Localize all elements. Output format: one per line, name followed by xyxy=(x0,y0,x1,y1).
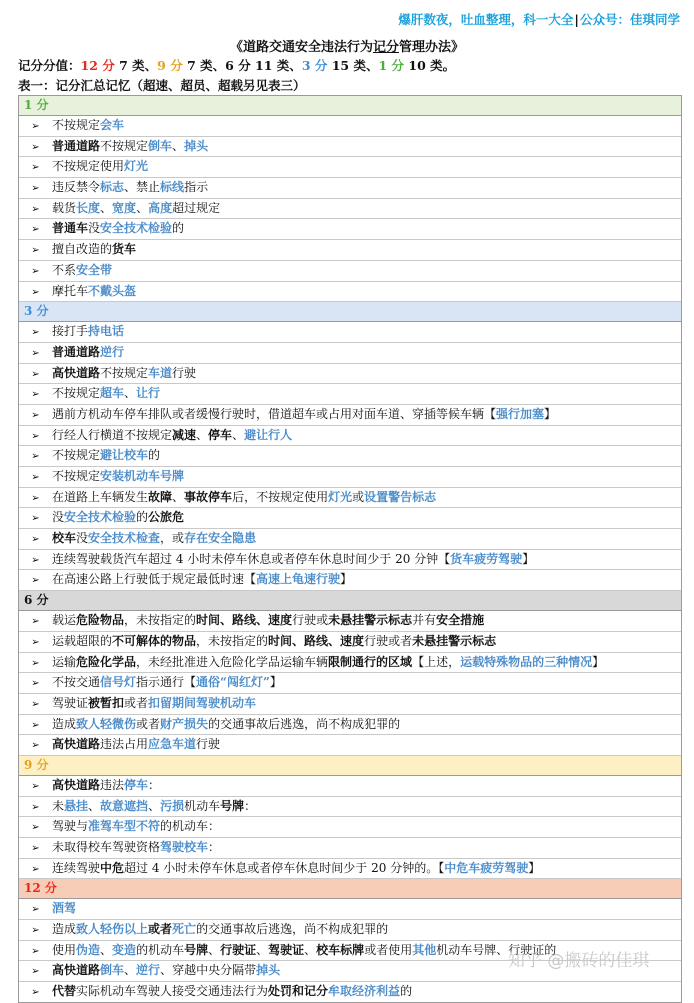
rule-text: 遇前方机动车停车排队或者缓慢行驶时，借道超车或占用对面车道、穿插等候车辆【 xyxy=(52,406,497,421)
keyword-text: 其他 xyxy=(412,942,437,957)
rule-text: 、 xyxy=(304,942,317,957)
rule-text: 、禁止 xyxy=(124,180,161,195)
rule-text: 不按规定 xyxy=(52,469,101,483)
score-count: 15 类、 xyxy=(327,58,379,73)
bold-text: 故障 xyxy=(148,489,173,504)
rule-row xyxy=(19,611,681,632)
rule-text: 或者 xyxy=(124,695,149,710)
rule-row xyxy=(19,920,681,941)
keyword-text: 持电话 xyxy=(88,324,125,339)
rule-text: ，未按指定的 xyxy=(124,613,197,628)
keyword-text: 故意遮挡 xyxy=(100,798,149,813)
rule-text: 】 xyxy=(544,406,557,421)
bold-text: 安全措施 xyxy=(436,613,485,628)
rule-row xyxy=(19,550,681,571)
section-header: 9 分 xyxy=(19,756,681,776)
rule-text: 没 xyxy=(52,510,65,525)
bold-text: 普通车 xyxy=(52,221,89,236)
score-label: 记分分值： xyxy=(18,58,81,73)
rule-text: 违法 xyxy=(100,777,125,792)
rule-text: 运输 xyxy=(52,654,77,669)
rule-text: 载货 xyxy=(52,200,77,215)
rule-text: 造成 xyxy=(52,716,77,731)
arrow-bullet-icon: ➢ xyxy=(31,534,40,546)
title-pre: 《道路交通安全违法行为 xyxy=(229,40,373,55)
rule-text: 机动车号牌、行驶证的 xyxy=(436,942,557,957)
rule-text: 】 xyxy=(522,551,535,566)
arrow-bullet-icon: ➢ xyxy=(31,203,40,215)
arrow-bullet-icon: ➢ xyxy=(31,121,40,132)
arrow-bullet-icon: ➢ xyxy=(31,286,40,298)
rule-text: ： xyxy=(208,840,221,854)
rule-text: ： xyxy=(148,777,161,792)
rule-text: ： xyxy=(244,798,257,813)
rule-text: ，未经批准进入危险化学品运输车辆 xyxy=(136,654,329,669)
rule-text: ，未按指定的 xyxy=(196,633,269,648)
keyword-text: 安全技术检验 xyxy=(100,221,173,236)
rule-text: 、 xyxy=(100,200,113,215)
rule-row xyxy=(19,322,681,343)
keyword-text: 安全技术检查 xyxy=(88,531,161,546)
keyword-text: 标志 xyxy=(100,180,125,195)
arrow-bullet-icon: ➢ xyxy=(31,698,40,710)
rule-text: 运载超限的 xyxy=(52,633,113,648)
bold-text: 号牌 xyxy=(220,798,245,813)
rule-text: 、 xyxy=(124,386,137,401)
arrow-bullet-icon: ➢ xyxy=(31,389,40,401)
arrow-bullet-icon: ➢ xyxy=(31,966,40,978)
score-items xyxy=(81,58,456,73)
rule-text: 造成 xyxy=(52,922,77,937)
title-underlined: 记分 xyxy=(372,40,399,55)
rule-text: 使用 xyxy=(52,942,77,957)
bold-text: 停车 xyxy=(208,427,233,442)
arrow-bullet-icon: ➢ xyxy=(31,430,40,442)
rule-text: 的 xyxy=(400,984,413,999)
rule-text: 在高速公路上行驶低于规定最低时速【 xyxy=(52,572,257,587)
rule-row xyxy=(19,405,681,426)
rule-text: 】 xyxy=(340,572,353,587)
bold-text: 高快道路 xyxy=(52,737,101,752)
arrow-bullet-icon: ➢ xyxy=(31,780,40,792)
arrow-bullet-icon: ➢ xyxy=(31,183,40,195)
title-post: 管理办法》 xyxy=(399,40,465,55)
score-count: 7 类、 xyxy=(182,58,226,73)
rule-text: 不按规定 xyxy=(52,118,101,132)
rule-row xyxy=(19,282,681,303)
rule-text: 】 xyxy=(592,654,605,669)
arrow-bullet-icon: ➢ xyxy=(31,616,40,628)
rule-text: 、 xyxy=(148,798,161,813)
bold-text: 公旅危 xyxy=(148,510,185,525)
bold-text: 事故停车 xyxy=(184,489,233,504)
rule-text: 超过规定 xyxy=(172,200,221,215)
rule-row xyxy=(19,178,681,199)
arrow-bullet-icon: ➢ xyxy=(31,451,40,463)
bold-text: 行驶证 xyxy=(220,942,257,957)
rule-text: 没 xyxy=(88,221,101,236)
arrow-bullet-icon: ➢ xyxy=(31,801,40,813)
rule-text: 、 xyxy=(88,798,101,813)
rule-row xyxy=(19,570,681,591)
rule-row xyxy=(19,240,681,261)
arrow-bullet-icon: ➢ xyxy=(31,719,40,731)
bold-text: 驾驶证 xyxy=(268,942,305,957)
rule-text: 指示通行【 xyxy=(136,675,197,690)
arrow-bullet-icon: ➢ xyxy=(31,162,40,174)
arrow-bullet-icon: ➢ xyxy=(31,472,40,483)
rule-text: 驾驶证 xyxy=(52,695,89,710)
watermark: 知乎 @搬砖的佳琪 xyxy=(508,951,650,971)
banner-separator: | xyxy=(574,12,579,27)
score-summary xyxy=(18,56,455,74)
keyword-text: 伪造 xyxy=(76,942,101,957)
rule-text: 的交通事故后逃逸，尚不构成犯罪的 xyxy=(196,922,389,937)
score-count: 10 类。 xyxy=(404,58,456,73)
keyword-text: 宽度 xyxy=(112,200,137,215)
bold-text: 不可解体的物品 xyxy=(112,633,197,648)
bold-text: 危险物品 xyxy=(76,613,125,628)
rule-text: 未取得校车驾驶资格 xyxy=(52,840,161,854)
table-subtitle: 表一：记分汇总记忆（超速、超员、超载另见表三） xyxy=(18,78,306,93)
score-value: 6 分 xyxy=(225,58,251,73)
keyword-text: 财产损失 xyxy=(160,716,209,731)
keyword-text: 致人轻伤以上 xyxy=(76,922,149,937)
keyword-text: 避让校车 xyxy=(100,448,149,463)
bold-text: 普通道路 xyxy=(52,344,101,359)
keyword-text: 设置警告标志 xyxy=(364,489,437,504)
keyword-text: 变造 xyxy=(112,942,137,957)
rule-row xyxy=(19,817,681,838)
keyword-text: 逆行 xyxy=(100,344,125,359)
rule-text: 或者 xyxy=(136,716,161,731)
keyword-text: 灯光 xyxy=(124,159,149,174)
keyword-text: 货车疲劳驾驶 xyxy=(450,551,523,566)
bold-text: 处罚和记分 xyxy=(268,984,329,999)
keyword-text: 不戴头盔 xyxy=(88,283,137,298)
points-table xyxy=(18,95,682,1003)
keyword-text: 倒车 xyxy=(100,963,125,978)
rule-text: 不按交通 xyxy=(52,675,101,690)
bold-text: 高快道路 xyxy=(52,963,101,978)
section-header: 1 分 xyxy=(19,96,681,116)
rule-text: 、 xyxy=(172,138,185,153)
rule-row xyxy=(19,384,681,405)
rule-row xyxy=(19,735,681,756)
rule-text: 行驶 xyxy=(172,365,197,380)
rule-row xyxy=(19,426,681,447)
section-header: 12 分 xyxy=(19,879,681,899)
arrow-bullet-icon: ➢ xyxy=(31,513,40,525)
rule-row xyxy=(19,838,681,859)
score-count: 11 类、 xyxy=(250,58,302,73)
rule-text: 、 xyxy=(196,427,209,442)
rule-row xyxy=(19,982,681,1002)
rule-text: 实际机动车驾驶人接受交通违法行为 xyxy=(76,984,269,999)
arrow-bullet-icon: ➢ xyxy=(31,327,40,339)
keyword-text: 信号灯 xyxy=(100,675,137,690)
bold-text: 被暂扣 xyxy=(88,695,125,710)
bold-text: 未悬挂警示标志 xyxy=(412,633,497,648)
rule-row xyxy=(19,673,681,694)
keyword-text: 驾驶校车 xyxy=(160,840,209,854)
keyword-text: 存在安全隐患 xyxy=(184,531,257,546)
score-value: 9 分 xyxy=(157,58,183,73)
rule-text: 连续驾驶载货汽车超过 4 小时未停车休息或者停车休息时间少于 20 分钟【 xyxy=(52,551,451,566)
keyword-text: 致人轻微伤 xyxy=(76,716,137,731)
rule-text: 摩托车 xyxy=(52,283,89,298)
rule-text: 的交通事故后逃逸，尚不构成犯罪的 xyxy=(208,716,401,731)
keyword-text: 扣留期间驾驶机动车 xyxy=(148,695,257,710)
rule-row xyxy=(19,364,681,385)
rule-text: 的机动车： xyxy=(160,819,221,834)
rule-text: 不按规定 xyxy=(52,448,101,463)
keyword-text: 通俗“闯红灯” xyxy=(196,675,270,690)
rule-text: 驾驶与 xyxy=(52,819,89,834)
rule-text: 不系 xyxy=(52,262,77,277)
arrow-bullet-icon: ➢ xyxy=(31,265,40,277)
bold-text: 校车 xyxy=(52,531,77,546)
keyword-text: 标线 xyxy=(160,180,185,195)
rule-text: 指示 xyxy=(184,180,209,195)
rule-text: 未 xyxy=(52,798,65,813)
arrow-bullet-icon: ➢ xyxy=(31,740,40,752)
rule-row xyxy=(19,694,681,715)
rule-text: 不按规定使用 xyxy=(52,159,125,174)
rule-text: 、 xyxy=(136,200,149,215)
rule-text: 、 xyxy=(100,942,113,957)
keyword-text: 高速上龟速行驶 xyxy=(256,572,341,587)
rule-row xyxy=(19,219,681,240)
rule-text: 载运 xyxy=(52,613,77,628)
rule-text: ，或 xyxy=(160,531,185,546)
bold-text: 普通道路 xyxy=(52,138,101,153)
keyword-text: 安全带 xyxy=(76,262,113,277)
rule-text: 不按规定 xyxy=(52,386,101,401)
keyword-text: 逆行 xyxy=(136,963,161,978)
banner-left: 爆肝数夜，吐血整理，科一大全 xyxy=(398,12,574,27)
rule-text: 】 xyxy=(528,860,541,875)
rule-row xyxy=(19,116,681,137)
arrow-bullet-icon: ➢ xyxy=(31,945,40,957)
arrow-bullet-icon: ➢ xyxy=(31,224,40,236)
bold-text: 危险化学品 xyxy=(76,654,137,669)
rule-text: 行经人行横道不按规定 xyxy=(52,427,173,442)
score-value: 12 分 xyxy=(80,58,115,73)
arrow-bullet-icon: ➢ xyxy=(31,987,40,999)
bold-text: 中危 xyxy=(100,860,125,875)
top-banner xyxy=(0,10,680,28)
keyword-text: 污损 xyxy=(160,798,185,813)
keyword-text: 停车 xyxy=(124,777,149,792)
rule-text: 、 xyxy=(256,942,269,957)
rule-row xyxy=(19,446,681,467)
keyword-text: 高度 xyxy=(148,200,173,215)
keyword-text: 中危车疲劳驾驶 xyxy=(444,860,529,875)
rule-text: 不按规定 xyxy=(100,138,149,153)
keyword-text: 应急车道 xyxy=(148,737,197,752)
rule-row xyxy=(19,899,681,920)
keyword-text: 准驾车型不符 xyxy=(88,819,161,834)
rule-text: 、 xyxy=(208,942,221,957)
keyword-text: 掉头 xyxy=(184,138,209,153)
rule-text: 【上述， xyxy=(412,654,461,669)
arrow-bullet-icon: ➢ xyxy=(31,657,40,669)
rule-text: 的 xyxy=(136,510,149,525)
arrow-bullet-icon: ➢ xyxy=(31,678,40,690)
keyword-text: 长度 xyxy=(76,200,101,215)
arrow-bullet-icon: ➢ xyxy=(31,245,40,257)
arrow-bullet-icon: ➢ xyxy=(31,141,40,153)
rule-text: 、 xyxy=(172,489,185,504)
rule-text: 或 xyxy=(352,489,365,504)
rule-text: 连续驾驶 xyxy=(52,860,101,875)
rule-text: 接打手 xyxy=(52,324,89,339)
score-value: 1 分 xyxy=(378,58,405,73)
keyword-text: 避让行人 xyxy=(244,427,293,442)
arrow-bullet-icon: ➢ xyxy=(31,347,40,359)
rule-row xyxy=(19,488,681,509)
section-header: 3 分 xyxy=(19,302,681,322)
bold-text: 限制通行的区域 xyxy=(328,654,413,669)
bold-text: 号牌 xyxy=(184,942,209,957)
rule-text: 行驶或 xyxy=(292,613,329,628)
rule-row xyxy=(19,859,681,880)
keyword-text: 会车 xyxy=(100,118,125,132)
keyword-text: 车道 xyxy=(148,365,173,380)
rule-text: 在道路上车辆发生 xyxy=(52,489,149,504)
rule-row xyxy=(19,508,681,529)
keyword-text: 安装机动车号牌 xyxy=(100,469,185,483)
bold-text: 未悬挂警示标志 xyxy=(328,613,413,628)
score-value: 3 分 xyxy=(301,58,328,73)
bold-text: 或者 xyxy=(148,922,173,937)
section-header: 6 分 xyxy=(19,591,681,611)
arrow-bullet-icon: ➢ xyxy=(31,863,40,875)
score-count: 7 类、 xyxy=(114,58,158,73)
keyword-text: 强行加塞 xyxy=(496,406,545,421)
arrow-bullet-icon: ➢ xyxy=(31,822,40,834)
rule-text: 并有 xyxy=(412,613,437,628)
bold-text: 时间、路线、速度 xyxy=(268,633,365,648)
bold-text: 减速 xyxy=(172,427,197,442)
arrow-bullet-icon: ➢ xyxy=(31,925,40,937)
rule-text: 的机动车 xyxy=(136,942,185,957)
rule-text: 行驶 xyxy=(196,737,221,752)
arrow-bullet-icon: ➢ xyxy=(31,492,40,504)
arrow-bullet-icon: ➢ xyxy=(31,636,40,648)
rule-text: 、穿越中央分隔带 xyxy=(160,963,257,978)
bold-text: 高快道路 xyxy=(52,365,101,380)
rule-row xyxy=(19,137,681,158)
keyword-text: 酒驾 xyxy=(52,901,77,916)
rule-row xyxy=(19,199,681,220)
rule-text: 没 xyxy=(76,531,89,546)
page-title xyxy=(0,36,694,55)
arrow-bullet-icon: ➢ xyxy=(31,843,40,854)
arrow-bullet-icon: ➢ xyxy=(31,554,40,566)
keyword-text: 让行 xyxy=(136,386,161,401)
rule-text: 的 xyxy=(172,221,185,236)
rule-text: 的 xyxy=(148,448,161,463)
keyword-text: 掉头 xyxy=(256,963,281,978)
rule-text: 】 xyxy=(269,675,282,690)
rule-text: 或者使用 xyxy=(364,942,413,957)
arrow-bullet-icon: ➢ xyxy=(31,368,40,380)
keyword-text: 死亡 xyxy=(172,922,197,937)
arrow-bullet-icon: ➢ xyxy=(31,575,40,587)
rule-text: 、 xyxy=(232,427,245,442)
bold-text: 高快道路 xyxy=(52,777,101,792)
rule-text: 超过 4 小时未停车休息或者停车休息时间少于 20 分钟的。【 xyxy=(124,860,445,875)
rule-text: 后，不按规定使用 xyxy=(232,489,329,504)
rule-row xyxy=(19,653,681,674)
arrow-bullet-icon: ➢ xyxy=(31,904,40,916)
rule-text: 机动车 xyxy=(184,798,221,813)
rule-text: 违法占用 xyxy=(100,737,149,752)
keyword-text: 倒车 xyxy=(148,138,173,153)
rule-row xyxy=(19,157,681,178)
rule-text: 不按规定 xyxy=(100,365,149,380)
rule-row xyxy=(19,632,681,653)
keyword-text: 超车 xyxy=(100,386,125,401)
rule-text: 违反禁令 xyxy=(52,180,101,195)
banner-right: 公众号：佳琪同学 xyxy=(579,12,680,27)
rule-row xyxy=(19,715,681,736)
rule-row xyxy=(19,343,681,364)
bold-text: 校车标牌 xyxy=(316,942,365,957)
bold-text: 代替 xyxy=(52,984,77,999)
rule-row xyxy=(19,529,681,550)
keyword-text: 灯光 xyxy=(328,489,353,504)
keyword-text: 安全技术检验 xyxy=(64,510,137,525)
keyword-text: 牟取经济利益 xyxy=(328,984,401,999)
bold-text: 时间、路线、速度 xyxy=(196,613,293,628)
rule-row xyxy=(19,261,681,282)
rule-row xyxy=(19,776,681,797)
keyword-text: 悬挂 xyxy=(64,798,89,813)
rule-row xyxy=(19,467,681,488)
rule-row xyxy=(19,797,681,818)
arrow-bullet-icon: ➢ xyxy=(31,409,40,421)
rule-text: 、 xyxy=(124,963,137,978)
rule-text: 行驶或者 xyxy=(364,633,413,648)
keyword-text: 运载特殊物品的三种情况 xyxy=(460,654,593,669)
bold-text: 货车 xyxy=(112,242,137,257)
rule-text: 擅自改造的 xyxy=(52,242,113,257)
